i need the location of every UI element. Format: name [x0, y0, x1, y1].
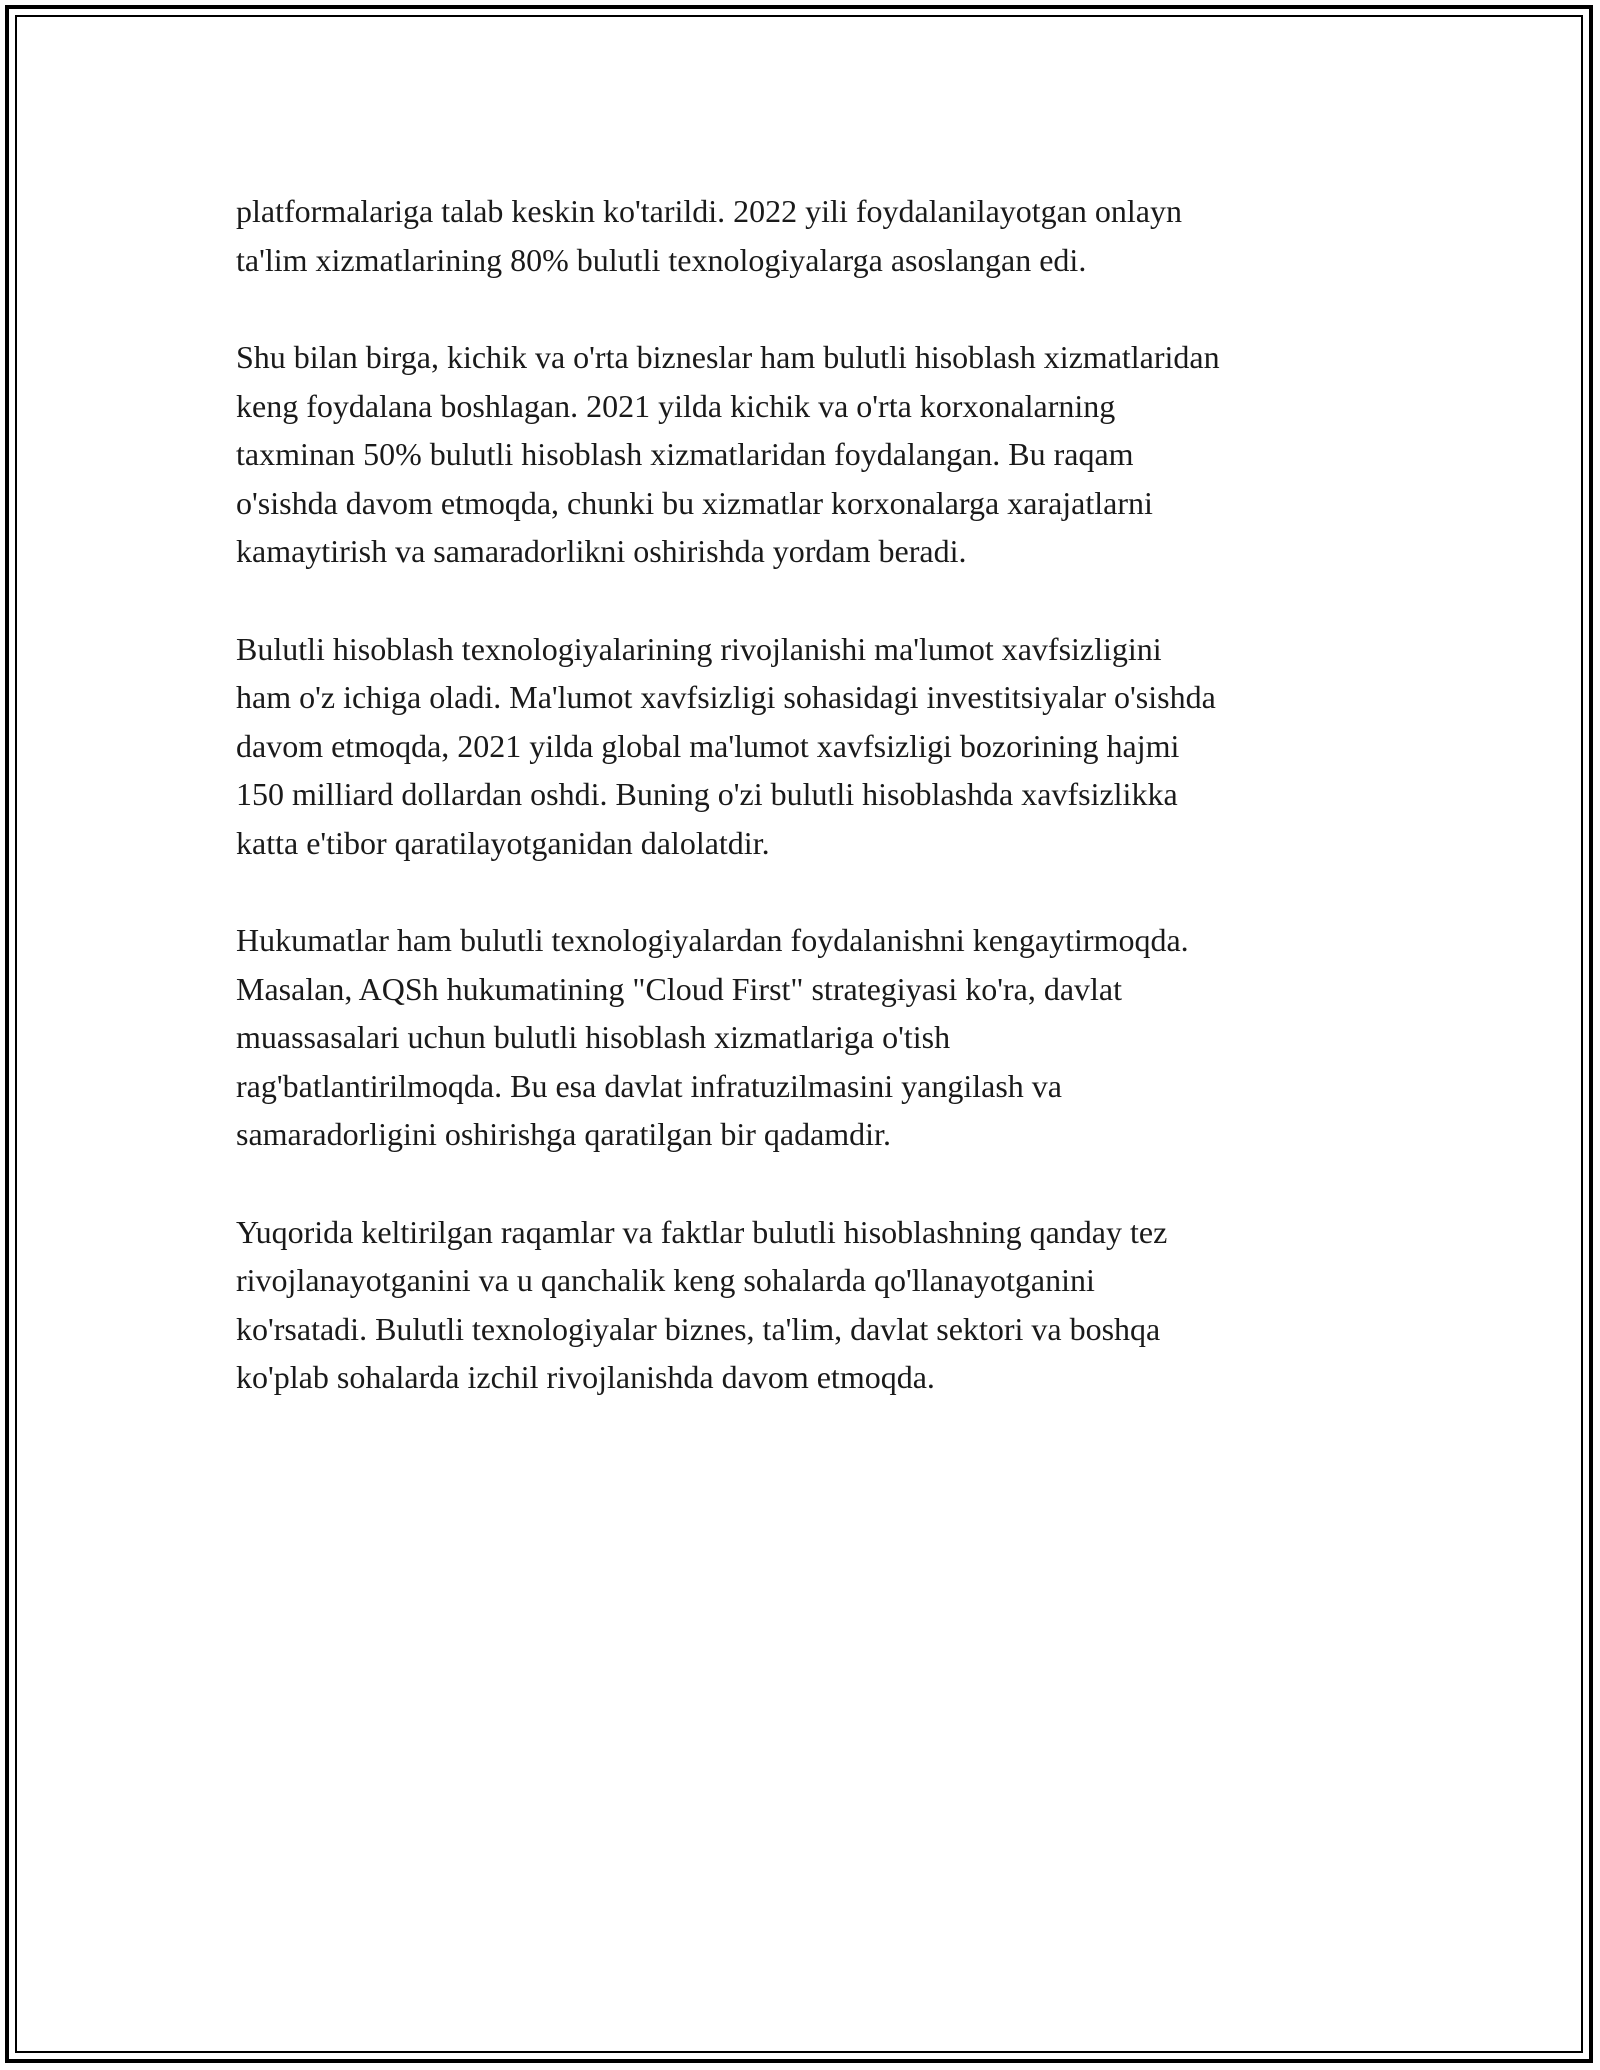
document-body [236, 187, 1366, 1451]
paragraph: Bulutli hisoblash texnologiyalarining rivojlanishi ma'lumot xavfsizligini ham o'z ichiga oladi. Ma'lumot xavfsizligi sohasidagi investitsiyalar o'sishda davom etmoqda, 2021 yilda global ma'lumot xavfsizligi bozorining hajmi 150 milliard dollardan oshdi. Buning o'zi bulutli hisoblashda xavfsizlikka katta e'tibor qaratilayotganidan dalolatdir. [236, 630, 1216, 861]
paragraph: Shu bilan birga, kichik va o'rta bizneslar ham bulutli hisoblash xizmatlaridan keng foydalana boshlagan. 2021 yilda kichik va o'rta korxonalarning taxminan 50% bulutli hisoblash xizmatlaridan foydalangan. Bu raqam o'sishda davom etmoqda, chunki bu xizmatlar korxonalarga xarajatlarni kamaytirish va samaradorlikni oshirishda yordam beradi. [236, 339, 1220, 569]
paragraph: Yuqorida keltirilgan raqamlar va faktlar bulutli hisoblashning qanday tez rivojlanayotganini va u qanchalik keng sohalarda qo'llanayotganini ko'rsatadi. Bulutli texnologiyalar biznes, ta'lim, davlat sektori va boshqa ko'plab sohalarda izchil rivojlanishda davom etmoqda. [236, 1213, 1168, 1395]
paragraph: platformalariga talab keskin ko'tarildi. 2022 yili foydalanilayotgan onlayn ta'lim xizmatlarining 80% bulutli texnologiyalarga asoslangan edi. [236, 193, 1182, 278]
paragraph: Hukumatlar ham bulutli texnologiyalardan foydalanishni kengaytirmoqda. Masalan, AQSh hukumatining "Cloud First" strategiyasi ko'ra, davlat muassasalari uchun bulutli hisoblash xizmatlariga o'tish rag'batlantirilmoqda. Bu esa davlat infratuzilmasini yangilash va samaradorligini oshirishga qaratilgan bir qadamdir. [236, 922, 1189, 1152]
